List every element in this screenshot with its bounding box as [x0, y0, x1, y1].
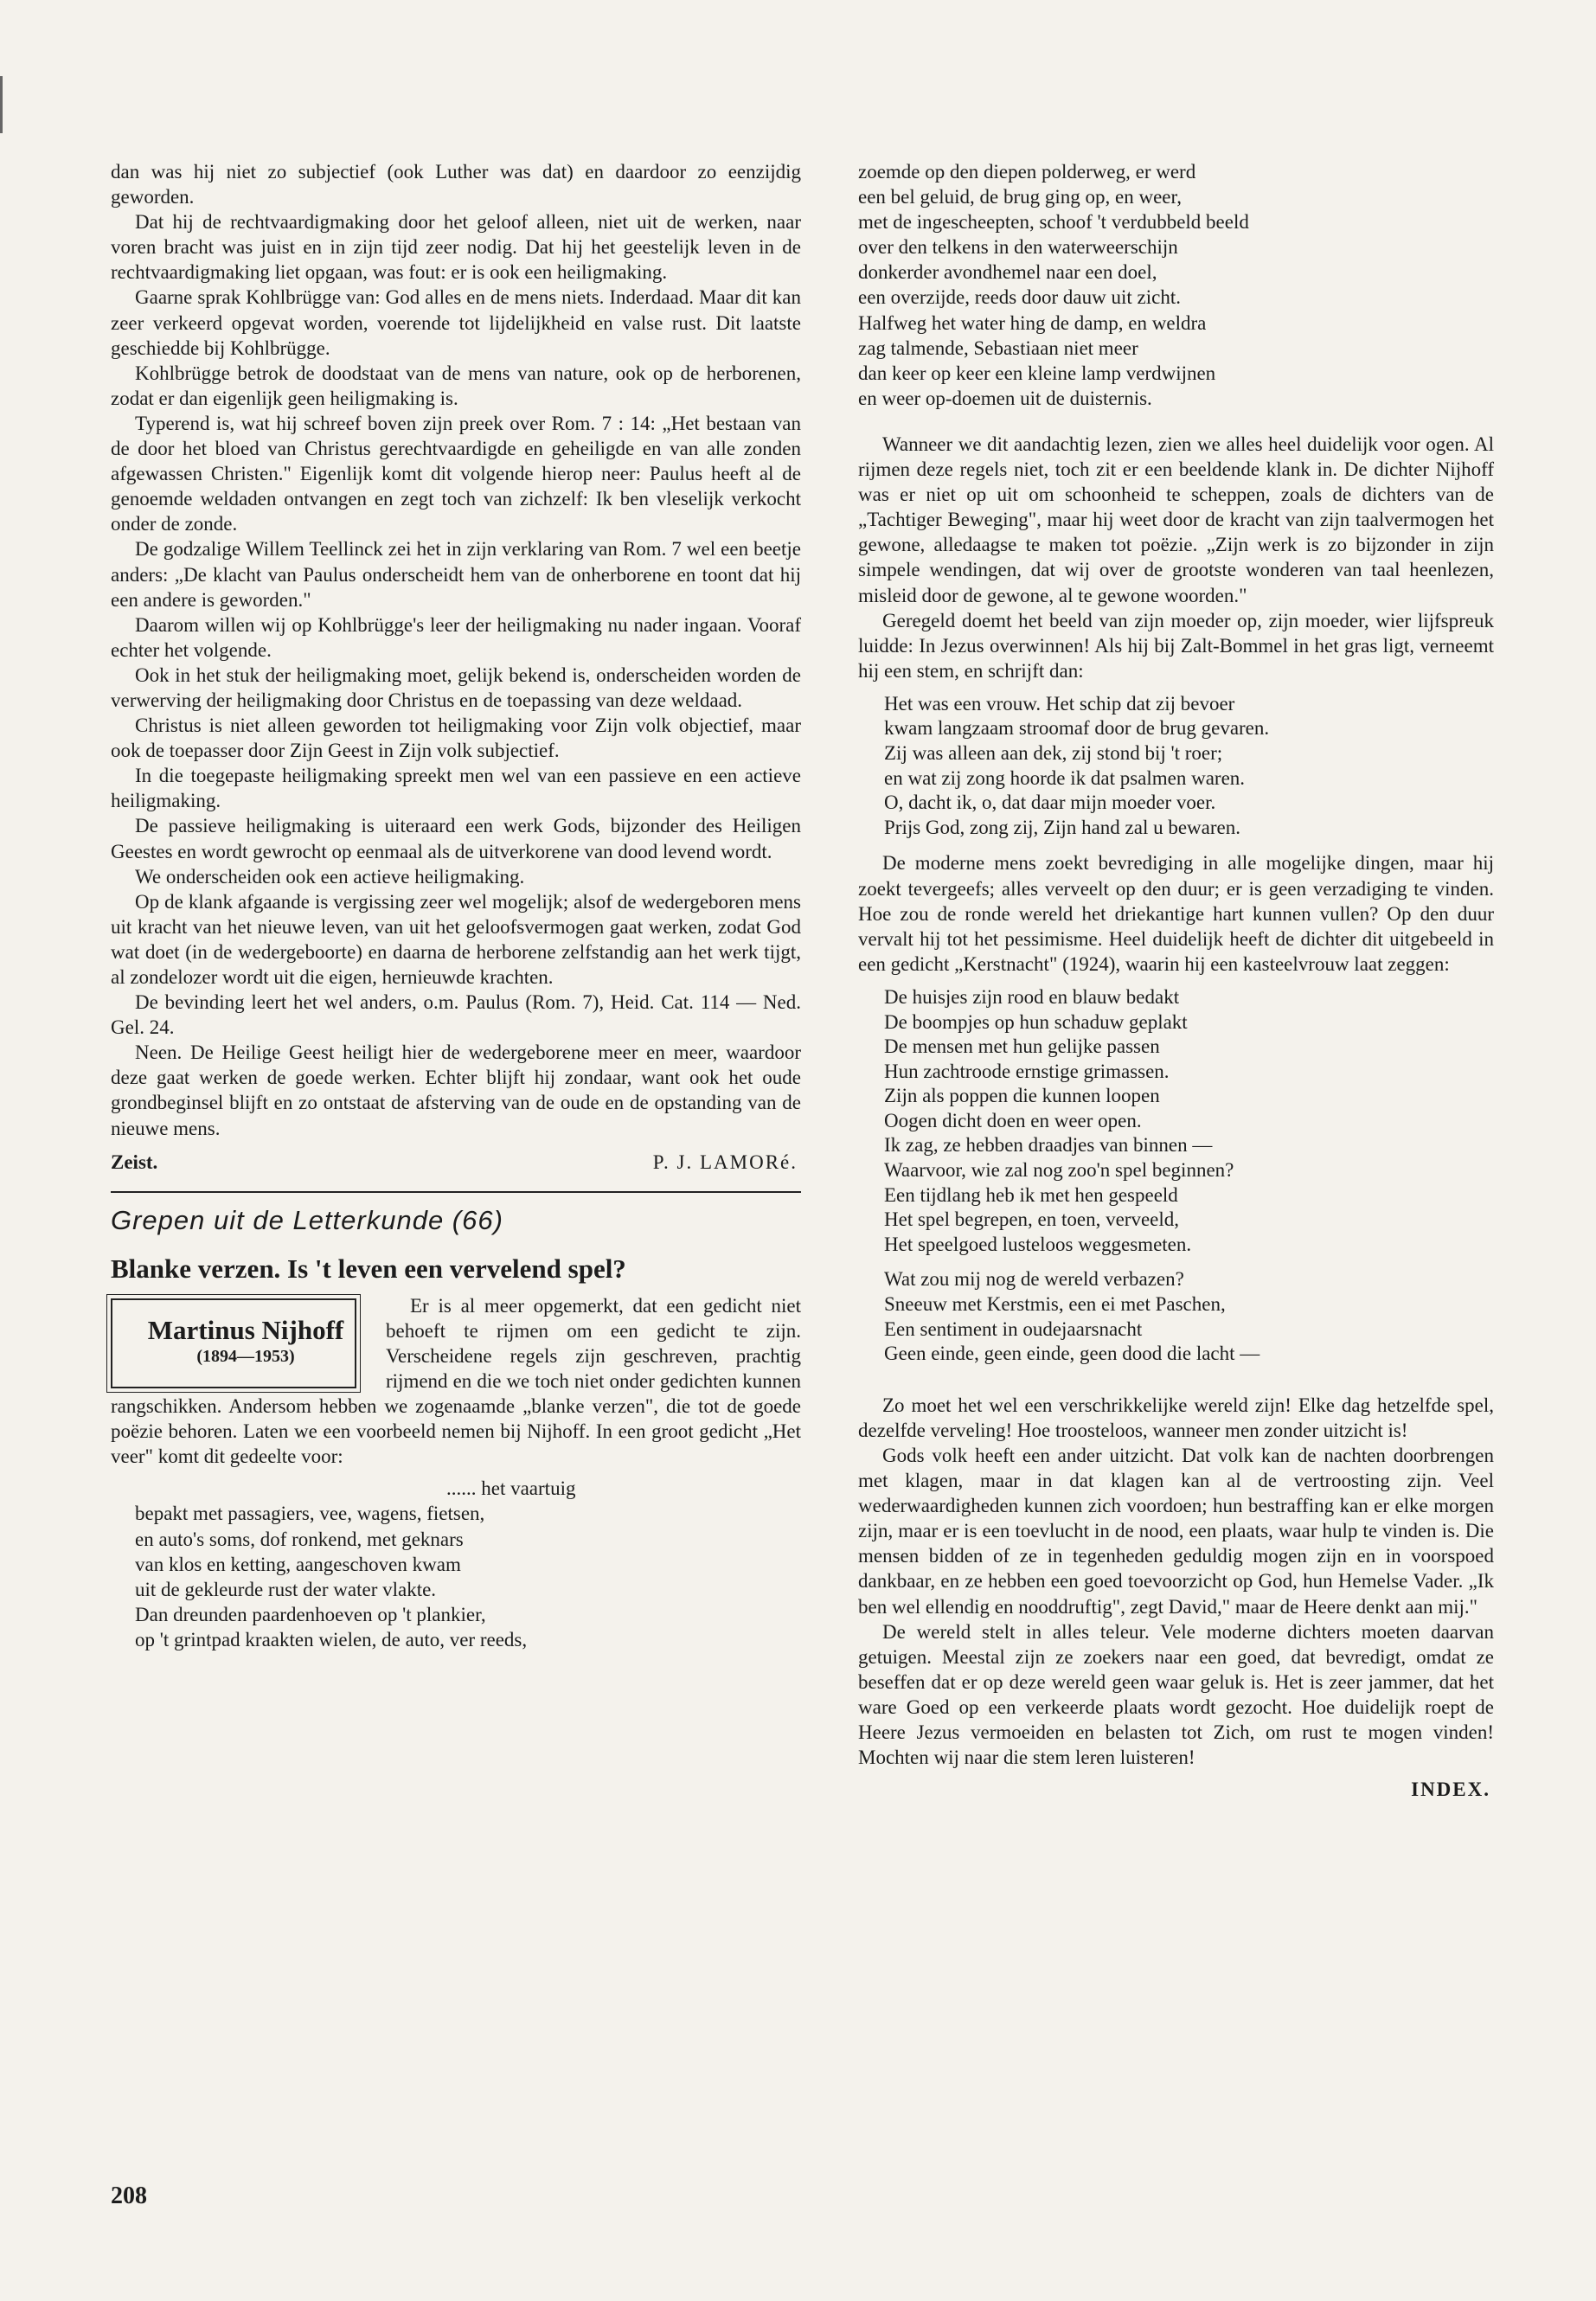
- poem-line: zoemde op den diepen polderweg, er werd: [858, 161, 1196, 183]
- article-paragraph: Geregeld doemt het beeld van zijn moeder op, zijn moeder, wier lijfspreuk luidde: In Jezus overwinnen! Als hij bij Zalt-Bommel in het gras ligt, verneemt hij een stem, en schrijft dan:: [858, 609, 1494, 682]
- article-signature: INDEX.: [1411, 1779, 1490, 1801]
- signoff-author: P. J. LAMORé.: [652, 1150, 798, 1173]
- article-paragraph: Gods volk heeft een ander uitzicht. Dat volk kan de nachten doorbrengen met klagen, maar in dat klagen kan al de vertroosting zijn. Veel wederwaardigheden kunnen zich voordoen; hun bestraffing kan er elke morgen zijn, maar er is een toevlucht in de nood, een plaats, waar hulp te vinden is. Die mensen bidden of ze in tegenheden geduldig mogen zijn en in voorspoed dankbaar, en ze hebben een goed toevoorzicht op God, hun Hemelse Vader. „Ik ben wel ellendig en nooddruftig", zegt David," maar de Heere denkt aan mij.": [858, 1445, 1494, 1618]
- poem-line: Het spel begrepen, en toen, verveeld,: [884, 1208, 1180, 1231]
- poem-line: Sneeuw met Kerstmis, een ei met Paschen,: [884, 1293, 1226, 1316]
- left-column: [111, 159, 801, 1657]
- poem-kerstnacht-stanza-2: [858, 1267, 1494, 1366]
- essay-paragraph: Christus is niet alleen geworden tot heiligmaking voor Zijn volk objectief, maar ook de toepasser door Zijn Geest in Zijn volk subjectief.: [111, 715, 801, 762]
- poem-line: Ik zag, ze hebben draadjes van binnen —: [884, 1134, 1213, 1157]
- essay-paragraph: De godzalige Willem Teellinck zei het in zijn verklaring van Rom. 7 wel een beetje anders: „De klacht van Paulus onderscheidt hem van de onherborene en toont dat hij een andere is geworden.": [111, 538, 801, 611]
- poem-line: Zij was alleen aan dek, zij stond bij 't roer;: [884, 742, 1223, 765]
- poem-line: over den telkens in den waterweerschijn: [858, 236, 1178, 259]
- poem-line: Het speelgoed lusteloos weggesmeten.: [884, 1233, 1192, 1255]
- poem-line: en wat zij zong hoorde ik dat psalmen waren.: [884, 766, 1246, 789]
- intro-block: [111, 1293, 801, 1470]
- poem-line: een overzijde, reeds door dauw uit zicht.: [858, 286, 1181, 309]
- essay-paragraph: Op de klank afgaande is vergissing zeer wel mogelijk; alsof de wedergeboren mens uit kracht van het nieuwe leven, van uit het geloofsvermogen gaat werken, zodat God wat doet (in de wedergeboorte) en daarna de herborene zelfstandig aan het werk tijgt, al zondelozer wordt uit die eigen, hernieuwde krachten.: [111, 890, 801, 988]
- poet-name-box: [111, 1298, 356, 1388]
- poet-years: (1894—1953): [196, 1346, 295, 1366]
- poem-line: O, dacht ik, o, dat daar mijn moeder voer.: [884, 792, 1216, 814]
- poem-line: van klos en ketting, aangeschoven kwam: [135, 1553, 461, 1575]
- essay-signoff: [111, 1151, 801, 1174]
- poem-line: en weer op-doemen uit de duisternis.: [858, 387, 1152, 409]
- poem-line: uit de gekleurde rust der water vlakte.: [135, 1578, 437, 1600]
- intro-text: Er is al meer opgemerkt, dat een gedicht niet behoeft te rijmen om een gedicht te zijn. Verscheidene regels zijn geschreven, prachtig rijmend en die we toch niet onder gedichten kunnen rangschikken. Andersom hebben we zogenaamde „blanke verzen", die tot de goede poëzie behoren. Laten we een voorbeeld nemen bij Nijhoff. In een groot gedicht „Het veer" komt dit gedeelte voor:: [111, 1294, 801, 1468]
- poem-het-veer: [111, 1476, 801, 1652]
- poem-line: Waarvoor, wie zal nog zoo'n spel beginnen?: [884, 1159, 1234, 1182]
- essay-paragraph: dan was hij niet zo subjectief (ook Luther was dat) en daardoor zo eenzijdig geworden.: [111, 161, 801, 208]
- poem-line: Oogen dicht doen en weer open.: [884, 1109, 1142, 1131]
- essay-paragraph: De bevinding leert het wel anders, o.m. Paulus (Rom. 7), Heid. Cat. 114 — Ned. Gel. 24.: [111, 991, 801, 1039]
- article-paragraph: Zo moet het wel een verschrikkelijke wereld zijn! Elke dag hetzelfde spel, dezelfde verveling! Hoe troosteloos, wanneer men zonder uitzicht is!: [858, 1394, 1494, 1441]
- poem-line: bepakt met passagiers, vee, wagens, fietsen,: [135, 1503, 485, 1525]
- poem-line: een bel geluid, de brug ging op, en weer,: [858, 186, 1182, 208]
- poem-line: donkerder avondhemel naar een doel,: [858, 261, 1157, 284]
- article-paragraph: Wanneer we dit aandachtig lezen, zien we alles heel duidelijk voor ogen. Al rijmen deze regels niet, toch zit er een beeldende klank in. De dichter Nijhoff was er niet op uit om schoonheid te scheppen, zoals de dichters van de „Tachtiger Beweging", maar hij weet door de kracht van zijn taalvermogen het gewone, alledaagse te maken tot poëzie. „Zijn werk is zo bijzonder in zijn simpele wendingen, dat wij over de grootste wonderen van taal heenlezen, misleid door de gewone, al te gewone woorden.": [858, 433, 1494, 606]
- poem-line: De mensen met hun gelijke passen: [884, 1035, 1160, 1058]
- poem-line: Zijn als poppen die kunnen loopen: [884, 1085, 1160, 1107]
- poem-line: kwam langzaam stroomaf door de brug gevaren.: [884, 717, 1270, 740]
- poem-line: en auto's soms, dof ronkend, met geknars: [135, 1528, 464, 1550]
- poem-line: Dan dreunden paardenhoeven op 't plankier,: [135, 1603, 486, 1625]
- poet-name: Martinus Nijhoff: [147, 1314, 344, 1345]
- poem-line: met de ingescheepten, schoof 't verdubbeld beeld: [858, 211, 1249, 234]
- signoff-place: Zeist.: [111, 1150, 158, 1173]
- poem-line: Wat zou mij nog de wereld verbazen?: [884, 1268, 1184, 1291]
- essay-paragraph: Typerend is, wat hij schreef boven zijn preek over Rom. 7 : 14: „Het bestaan van de door het bloed van Christus gerechtvaardigde en geheiligde en van alle zonden afgewassen Christen." Eigenlijk komt dit volgende hierop neer: Paulus heeft al de genoemde weldaden ontvangen en zegt toch van zichzelf: Ik ben vleselijk verkocht onder de zonde.: [111, 412, 801, 535]
- poem-line: De huisjes zijn rood en blauw bedakt: [884, 985, 1180, 1008]
- section-divider: [111, 1191, 801, 1193]
- poem-het-veer-continued: [858, 159, 1494, 411]
- poem-line: Hun zachtroode ernstige grimassen.: [884, 1060, 1170, 1082]
- essay-paragraph: Daarom willen wij op Kohlbrügge's leer der heiligmaking nu nader ingaan. Vooraf echter het volgende.: [111, 613, 801, 661]
- article-title: Blanke verzen. Is 't leven een vervelend spel?: [111, 1253, 626, 1284]
- essay-paragraph: Kohlbrügge betrok de doodstaat van de mens van nature, ook op de herborenen, zodat er dan eigenlijk geen heiligmaking is.: [111, 362, 801, 409]
- poem-line: dan keer op keer een kleine lamp verdwijnen: [858, 362, 1216, 384]
- essay-paragraph: In die toegepaste heiligmaking spreekt men wel van een passieve en een actieve heiligmaking.: [111, 765, 801, 812]
- intro-paragraph: [111, 1293, 801, 1470]
- poem-line: Een sentiment in oudejaarsnacht: [884, 1317, 1143, 1340]
- spacer: [858, 1377, 1494, 1393]
- poem-line: Geen einde, geen einde, geen dood die lacht —: [884, 1343, 1260, 1365]
- article-paragraph: De moderne mens zoekt bevrediging in alle mogelijke dingen, maar hij zoekt tevergeefs; alles verveelt op den duur; er is geen verzadiging te vinden. Hoe zou de ronde wereld het driekantige hart kunnen vullen? Op den duur vervalt hij tot het pessimisme. Heel duidelijk heeft de dichter dit uitgebeeld in een gedicht „Kerstnacht" (1924), waarin hij een kasteelvrouw laat zeggen:: [858, 852, 1494, 975]
- essay-paragraph: Ook in het stuk der heiligmaking moet, gelijk bekend is, onderscheiden worden de verwerving der heiligmaking door Christus en de toepassing van deze weldaad.: [111, 663, 801, 711]
- right-column: [858, 159, 1494, 1801]
- essay-paragraph: De passieve heiligmaking is uiteraard een werk Gods, bijzonder des Heiligen Geestes en wordt gewrocht op eenmaal als de uitverkorene van dood levend wordt.: [111, 815, 801, 862]
- page-number: 208: [111, 2182, 147, 2209]
- poem-line: zag talmende, Sebastiaan niet meer: [858, 336, 1138, 359]
- scan-margin-mark: [0, 76, 3, 133]
- poem-line: Prijs God, zong zij, Zijn hand zal u bewaren.: [884, 816, 1240, 838]
- poem-line: Een tijdlang heb ik met hen gespeeld: [884, 1183, 1178, 1206]
- series-title: Grepen uit de Letterkunde (66): [111, 1204, 503, 1235]
- poem-line: ...... het vaartuig: [446, 1477, 576, 1500]
- essay-paragraph: We onderscheiden ook een actieve heiligmaking.: [135, 865, 525, 888]
- poem-line: De boompjes op hun schaduw geplakt: [884, 1010, 1188, 1033]
- poem-moeder: [858, 692, 1494, 841]
- essay-paragraph: Dat hij de rechtvaardigmaking door het geloof alleen, niet uit de werken, naar voren bracht was juist en in zijn tijd zeer nodig. Dat hij het geestelijk leven in de rechtvaardigmaking liet opgaan, was fout: er is ook een heiligmaking.: [111, 211, 801, 284]
- poem-line: op 't grintpad kraakten wielen, de auto, ver reeds,: [135, 1628, 528, 1650]
- poem-line: Het was een vrouw. Het schip dat zij bevoer: [884, 692, 1235, 715]
- essay-paragraph: Neen. De Heilige Geest heiligt hier de wedergeborene meer en meer, waardoor deze gaat werken de goede werken. Echter blijft hij zondaar, want ook het oude grondbeginsel blijft en zo ontstaat de afsterving van de oude en de opstanding van de nieuwe mens.: [111, 1042, 801, 1139]
- poem-kerstnacht: [858, 985, 1494, 1258]
- essay-paragraph: Gaarne sprak Kohlbrügge van: God alles en de mens niets. Inderdaad. Maar dit kan zeer verkeerd opgevat worden, voerende tot lijdelijkheid en valse rust. Dit laatste geschiedde bij Kohlbrügge.: [111, 286, 801, 359]
- poem-line: Halfweg het water hing de damp, en weldra: [858, 311, 1207, 334]
- article-paragraph: De wereld stelt in alles teleur. Vele moderne dichters moeten daarvan getuigen. Meestal zijn ze zoekers naar een goed, dat bevredigt, omdat ze beseffen dat er op deze wereld geen waar geluk is. Het is zeer jammer, dat het ware Goed op een verkeerde plaats wordt gezocht. Hoe duidelijk roept de Heere Jezus vermoeiden en belasten tot Zich, om rust te mogen vinden! Mochten wij naar die stem leren luisteren!: [858, 1620, 1494, 1769]
